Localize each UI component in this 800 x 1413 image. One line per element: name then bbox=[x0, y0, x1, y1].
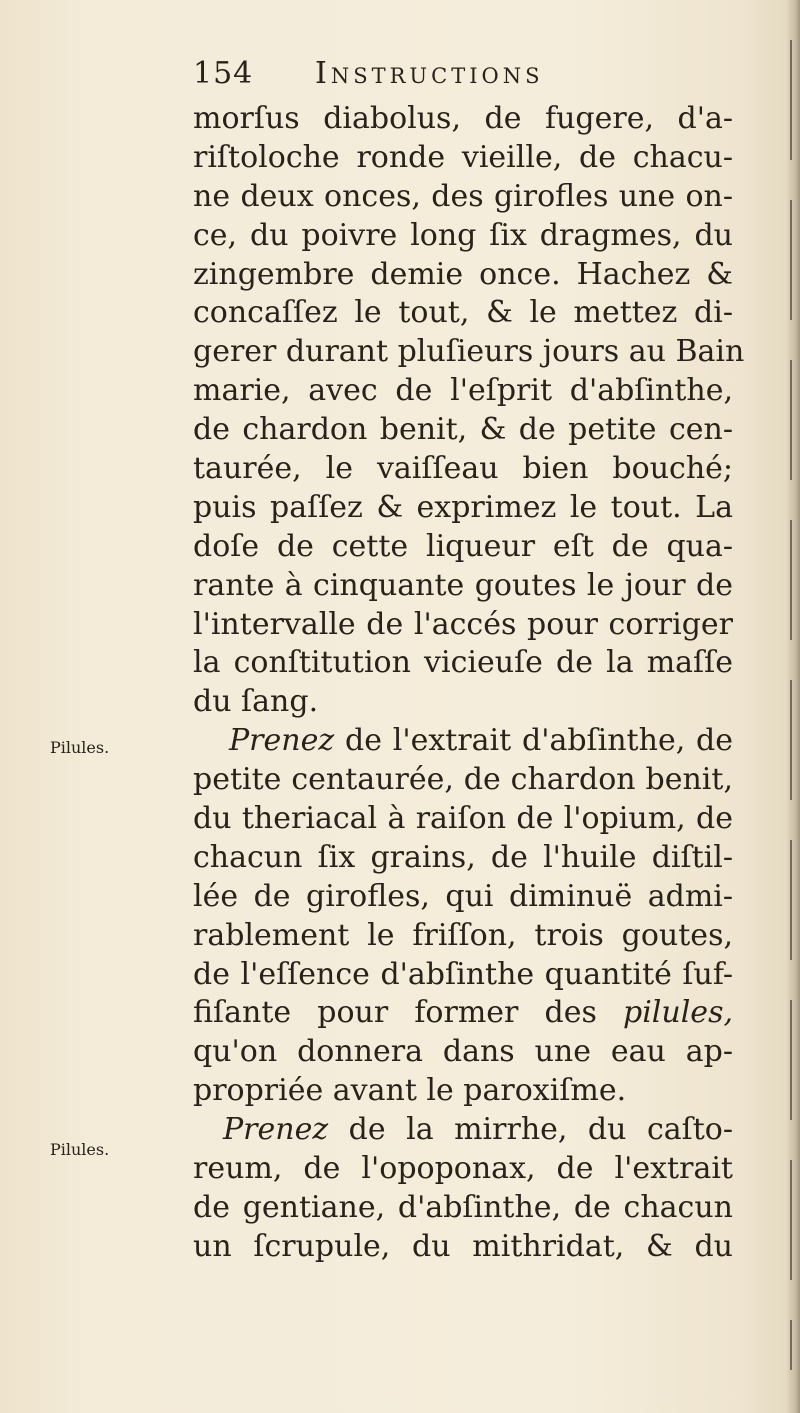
text-line: taurée, le vaiſſeau bien bouché; bbox=[193, 451, 733, 487]
text-line: rablement le friſſon, trois goutes, bbox=[193, 917, 733, 953]
text-line: lée de girofles, qui diminuë admi- bbox=[193, 878, 733, 914]
text-line: gerer durant pluſieurs jours au Bain bbox=[193, 334, 745, 370]
text-line-start: fiſante pour former des bbox=[193, 995, 597, 1031]
text-line-with-pilules bbox=[193, 994, 733, 1033]
text-line: ce, du poivre long ſix dragmes, du bbox=[193, 217, 733, 253]
text-line: chacun ſix grains, de l'huile diſtil- bbox=[193, 839, 733, 875]
text-line: concaſſez le tout, & le mettez di- bbox=[193, 295, 733, 331]
text-line: propriée avant le paroxiſme. bbox=[193, 1073, 627, 1109]
page-header bbox=[193, 56, 713, 100]
text-line: petite centaurée, de chardon benit, bbox=[193, 762, 733, 798]
prenez-word: Prenez bbox=[229, 723, 335, 759]
running-title: Instructions bbox=[315, 56, 544, 91]
text-line: doſe de cette liqueur eſt de qua- bbox=[193, 528, 733, 564]
text-line: zingembre demie once. Hachez & bbox=[193, 256, 733, 292]
text-line: de l'eſſence d'abſinthe quantité ſuf- bbox=[193, 956, 733, 992]
text-line-with-prenez bbox=[193, 722, 733, 761]
text-line: morſus diabolus, de fugere, d'a- bbox=[193, 101, 733, 136]
margin-note-pilules: Pilules. bbox=[50, 738, 110, 757]
text-line: puis paſſez & exprimez le tout. La bbox=[193, 489, 733, 525]
page-edge-line bbox=[790, 40, 792, 1370]
page-number: 154 bbox=[193, 56, 254, 91]
text-line-rest: de la mirrhe, du caſto- bbox=[348, 1112, 733, 1148]
prenez-word: Prenez bbox=[223, 1112, 329, 1148]
text-line: de chardon benit, & de petite cen- bbox=[193, 412, 733, 448]
text-line-with-prenez bbox=[193, 1111, 733, 1150]
text-line: ne deux onces, des girofles une on- bbox=[193, 178, 733, 214]
text-line: la conſtitution vicieuſe de la maſſe bbox=[193, 645, 733, 681]
margin-note-pilules: Pilules. bbox=[50, 1140, 110, 1159]
text-line: riſtoloche ronde vieille, de chacu- bbox=[193, 139, 733, 175]
text-line: marie, avec de l'eſprit d'abſinthe, bbox=[193, 373, 733, 409]
text-line: rante à cinquante goutes le jour de bbox=[193, 567, 733, 603]
text-line: un ſcrupule, du mithridat, & du bbox=[193, 1228, 733, 1264]
text-line: qu'on donnera dans une eau ap- bbox=[193, 1034, 733, 1070]
text-line: du theriacal à raiſon de l'opium, de bbox=[193, 801, 733, 837]
pilules-word: pilules, bbox=[623, 995, 733, 1031]
text-line: reum, de l'opoponax, de l'extrait bbox=[193, 1151, 733, 1187]
page-edge-shadow bbox=[786, 0, 800, 1413]
body-text bbox=[193, 100, 745, 1267]
text-line: l'intervalle de l'accés pour corriger bbox=[193, 606, 733, 642]
text-line-rest: de l'extrait d'abſinthe, de bbox=[344, 723, 733, 759]
text-line: de gentiane, d'abſinthe, de chacun bbox=[193, 1189, 733, 1225]
text-line: du ſang. bbox=[193, 684, 319, 720]
